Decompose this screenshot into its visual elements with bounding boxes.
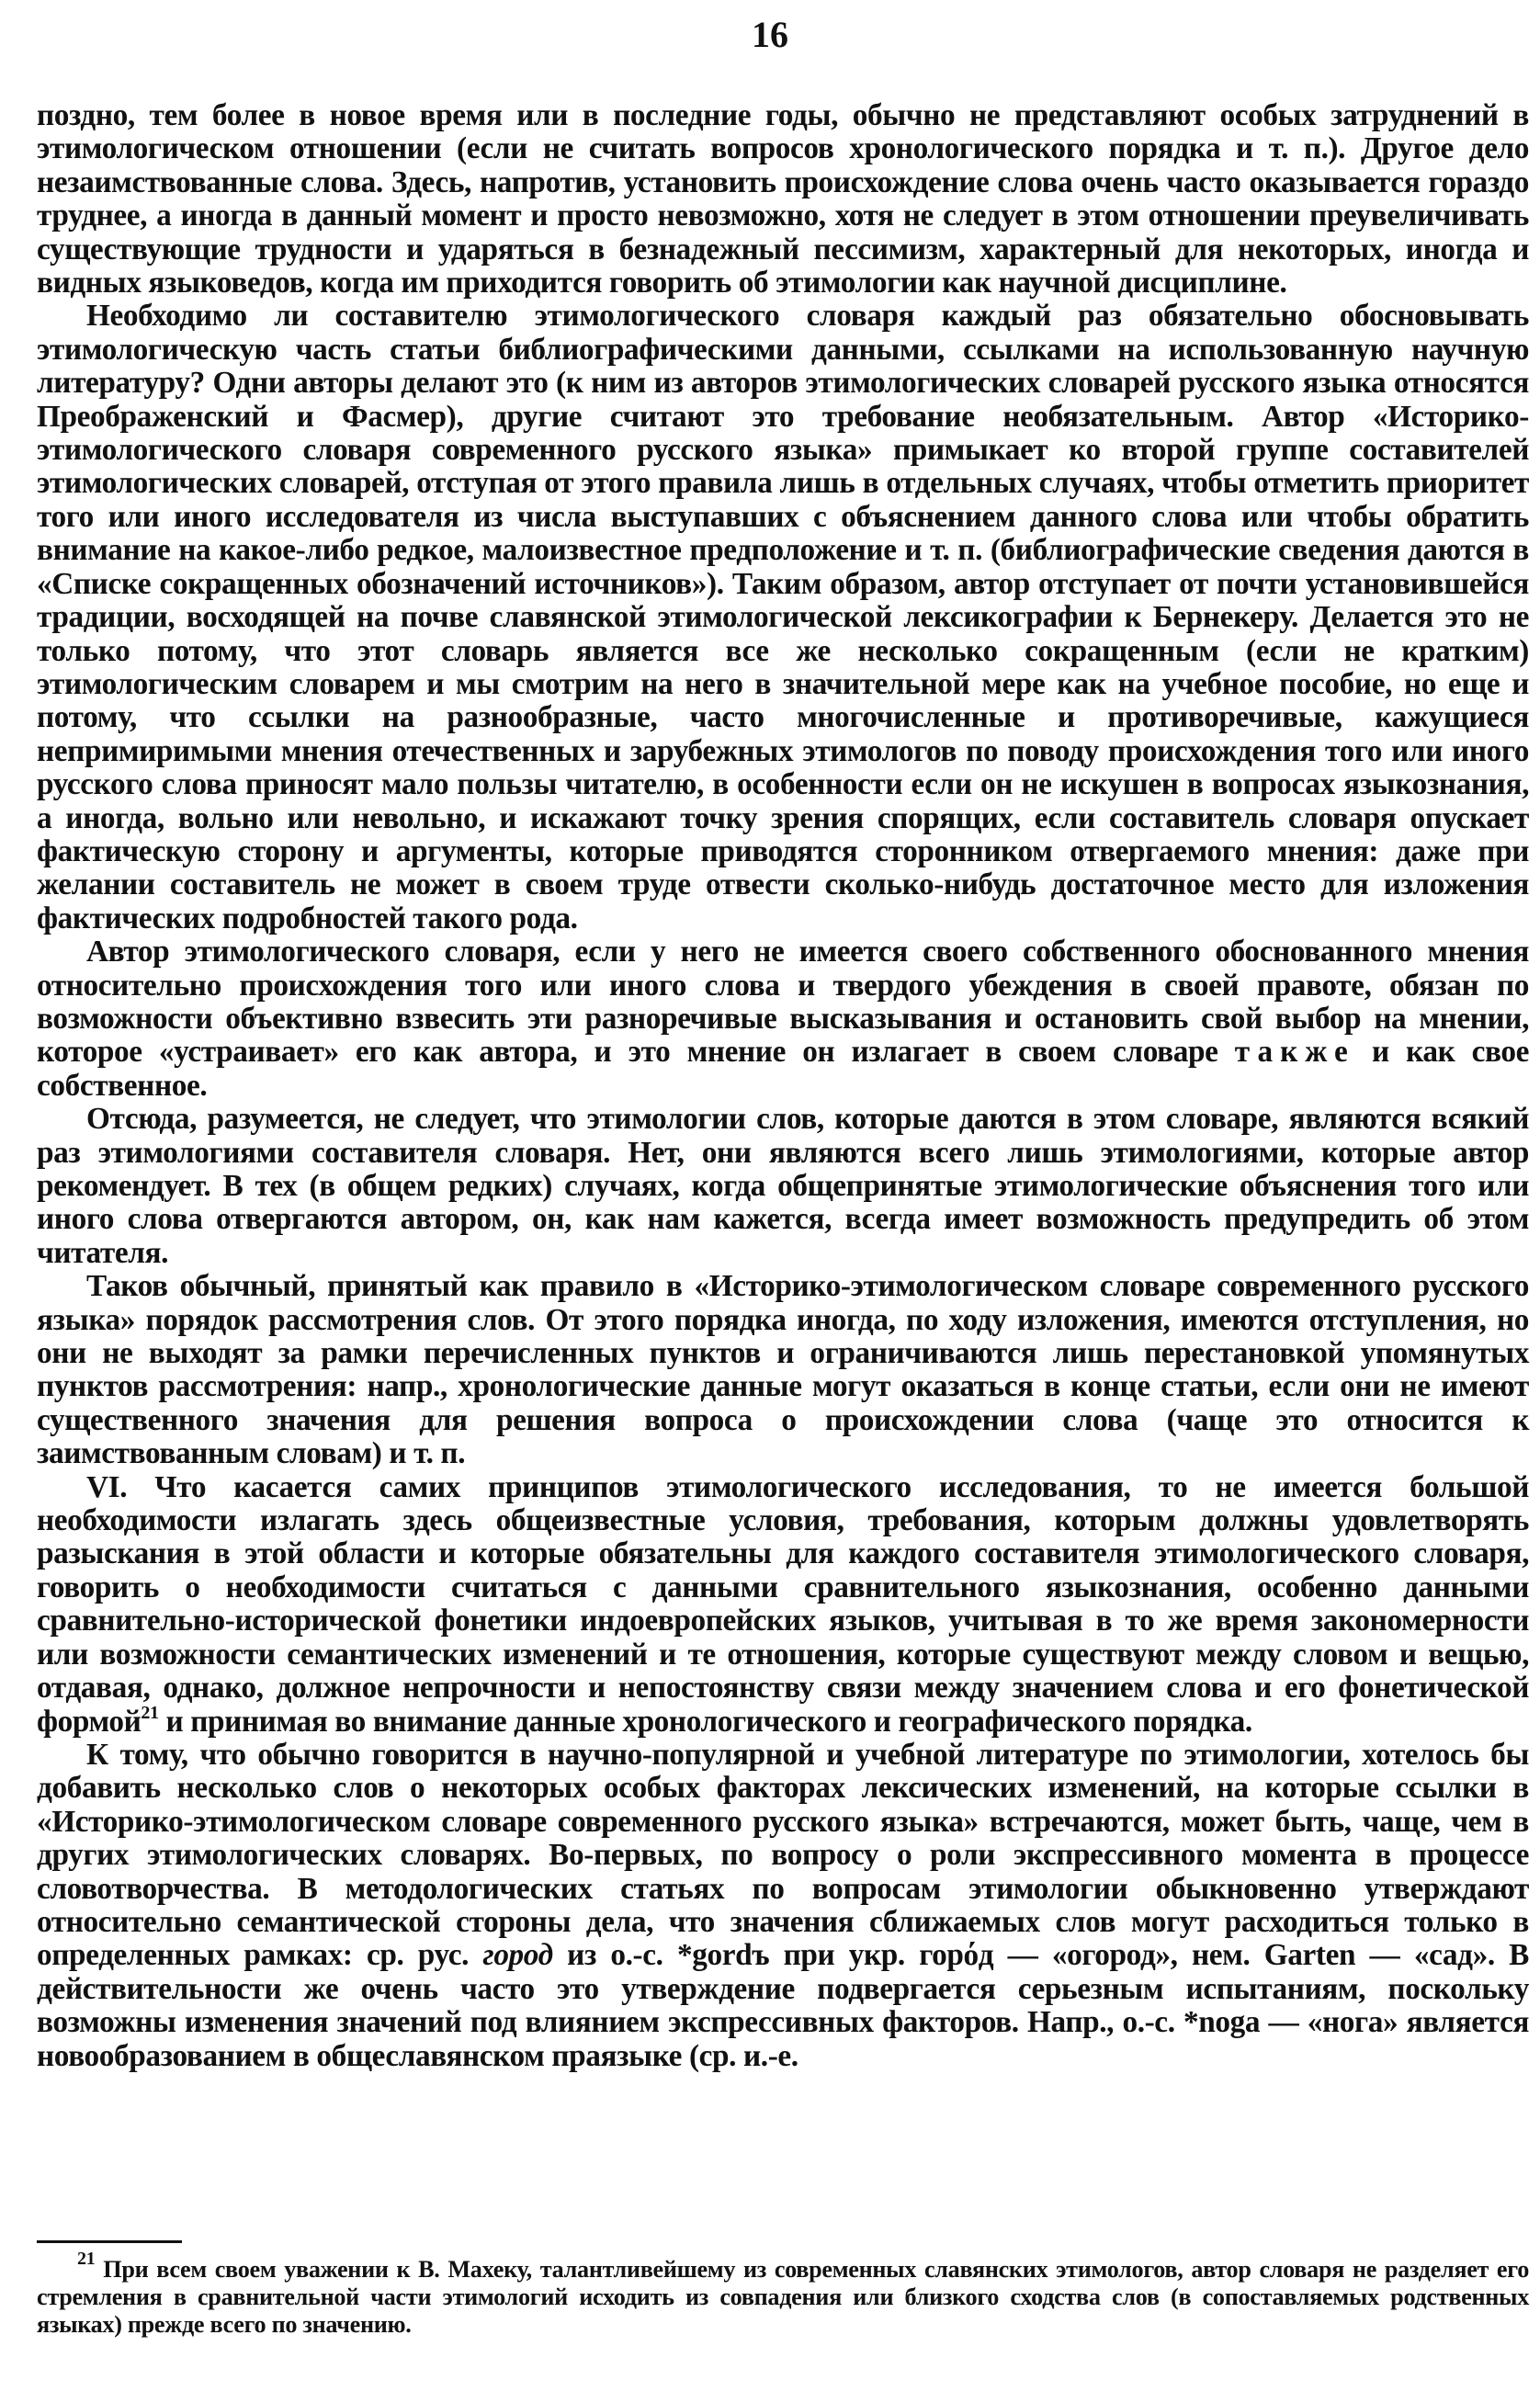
paragraph-7: [37, 1739, 1529, 2073]
paragraph-6-tail: и принимая во внимание данные хронологического и географического порядка.: [158, 1704, 1252, 1739]
paragraph-7-tail: из о.-с. *gordъ при укр. горόд — «огород», нем. Garten — «сад». В действительности же очень часто это утверждение подвергается серьезным испытаниям, поскольку возможны изменения значений под влиянием экспрессивных факторов. Напр., о.-с. *noga — «нога» является новообразованием в общеславянском праязыке (ср. и.-е.: [37, 1938, 1529, 2073]
italic-word: город: [482, 1938, 553, 1973]
footnote-text: При всем своем уважении к В. Махеку, талантливейшему из современных славянских этимологов, автор словаря не разделяет его стремления в сравнительной части этимологий исходить из совпадения или близкого сходства слов (в сопоставляемых родственных языках) прежде всего по значению.: [37, 2256, 1529, 2338]
footnote: [37, 2249, 1529, 2339]
paragraph-6-text: VI. Что касается самих принципов этимологического исследования, то не имеется большой необходимости излагать здесь общеизвестные условия, требования, которым должны удовлетворять разыскания в этой области и которые обязательны для каждого составителя этимологического словаря, говорить о необходимости считаться с данными сравнительного языкознания, особенно данными сравнительно-исторической фонетики индоевропейских языков, учитывая в то же время закономерности или возможности семантических изменений и те отношения, которые существуют между словом и вещью, отдавая, однако, должное непрочности и непостоянству связи между значением слова и его фонетической формой: [37, 1469, 1529, 1739]
paragraph-4: Отсюда, разумеется, не следует, что этимологии слов, которые даются в этом словаре, являются всякий раз этимологиями составителя словаря. Нет, они являются всего лишь этимологиями, которые автор рекомендует. В тех (в общем редких) случаях, когда общепринятые этимологические объяснения того или иного слова отвергаются автором, он, как нам кажется, всегда имеет возможность предупредить об этом читателя.: [37, 1102, 1529, 1270]
spaced-emphasis: также: [1234, 1035, 1355, 1070]
paragraph-2: Необходимо ли составителю этимологического словаря каждый раз обязательно обосновывать этимологическую часть статьи библиографическими данными, ссылками на использованную научную литературу? Одни авторы делают это (к ним из авторов этимологических словарей русского языка относятся Преображенский и Фасмер), другие считают это требование необязательным. Автор «Историко-этимологического словаря современного русского языка» примыкает ко второй группе составителей этимологических словарей, отступая от этого правила лишь в отдельных случаях, чтобы отметить приоритет того или иного исследователя из числа выступавших с объяснением данного слова или чтобы обратить внимание на какое-либо редкое, малоизвестное предположение и т. п. (библиографические сведения даются в «Списке сокращенных обозначений источников»). Таким образом, автор отступает от почти установившейся традиции, восходящей на почве славянской этимологической лексикографии к Бернекеру. Делается это не только потому, что этот словарь является все же несколько сокращенным (если не кратким) этимологическим словарем и мы смотрим на него в значительной мере как на учебное пособие, но еще и потому, что ссылки на разнообразные, часто многочисленные и противоречивые, кажущиеся непримиримыми мнения отечественных и зарубежных этимологов по поводу происхождения того или иного русского слова приносят мало пользы читателю, в особенности если он не искушен в вопросах языкознания, а иногда, вольно или невольно, и искажают точку зрения спорящих, если составитель словаря опускает фактическую сторону и аргументы, которые приводятся сторонником отвергаемого мнения: даже при желании составитель не может в своем труде отвести сколько-нибудь достаточное место для изложения фактических подробностей такого рода.: [37, 299, 1529, 935]
paragraph-3-text: Автор этимологического словаря, если у него не имеется своего собственного обоснованного мнения относительно происхождения того или иного слова и твердого убеждения в своей правоте, обязан по возможности объективно взвесить эти разноречивые высказывания и остановить свой выбор на мнении, которое «устраивает» его как автора, и это мнение он излагает в своем словаре: [37, 935, 1529, 1070]
footnote-divider: [37, 2240, 182, 2243]
paragraph-7-text: К тому, что обычно говорится в научно-популярной и учебной литературе по этимологии, хотелось бы добавить несколько слов о некоторых особых факторах лексических изменений, на которые ссылки в «Историко-этимологическом словаре современного русского языка» встречаются, может быть, чаще, чем в других этимологических словарях. Во-первых, по вопросу о роли экспрессивного момента в процессе словотворчества. В методологических статьях по вопросам этимологии обыкновенно утверждают относительно семантической стороны дела, что значения сближаемых слов могут расходиться только в определенных рамках: ср. рус.: [37, 1737, 1529, 1973]
footnote-reference: 21: [141, 1702, 159, 1723]
main-text: [37, 99, 1529, 2073]
footnote-marker: 21: [77, 2249, 96, 2269]
paragraph-3: [37, 935, 1529, 1103]
page-number: 16: [752, 14, 788, 55]
paragraph-1: поздно, тем более в новое время или в последние годы, обычно не представляют особых затруднений в этимологическом отношении (если не считать вопросов хронологического порядка и т. п.). Другое дело незаимствованные слова. Здесь, напротив, установить происхождение слова очень часто оказывается гораздо труднее, а иногда в данный момент и просто невозможно, хотя не следует в этом отношении преувеличивать существующие трудности и ударяться в безнадежный пессимизм, характерный для некоторых, иногда и видных языковедов, когда им приходится говорить об этимологии как научной дисциплине.: [37, 98, 1529, 300]
paragraph-3-tail: и как свое собственное.: [37, 1035, 1529, 1103]
paragraph-5: Таков обычный, принятый как правило в «Историко-этимологическом словаре современного русского языка» порядок рассмотрения слов. От этого порядка иногда, по ходу изложения, имеются отступления, но они не выходят за рамки перечисленных пунктов и ограничиваются лишь перестановкой упомянутых пунктов рассмотрения: напр., хронологические данные могут оказаться в конце статьи, если они не имеют существенного значения для решения вопроса о происхождении слова (чаще это относится к заимствованным словам) и т. п.: [37, 1269, 1529, 1471]
footnote-paragraph: [37, 2249, 1529, 2339]
paragraph-6: [37, 1471, 1529, 1739]
